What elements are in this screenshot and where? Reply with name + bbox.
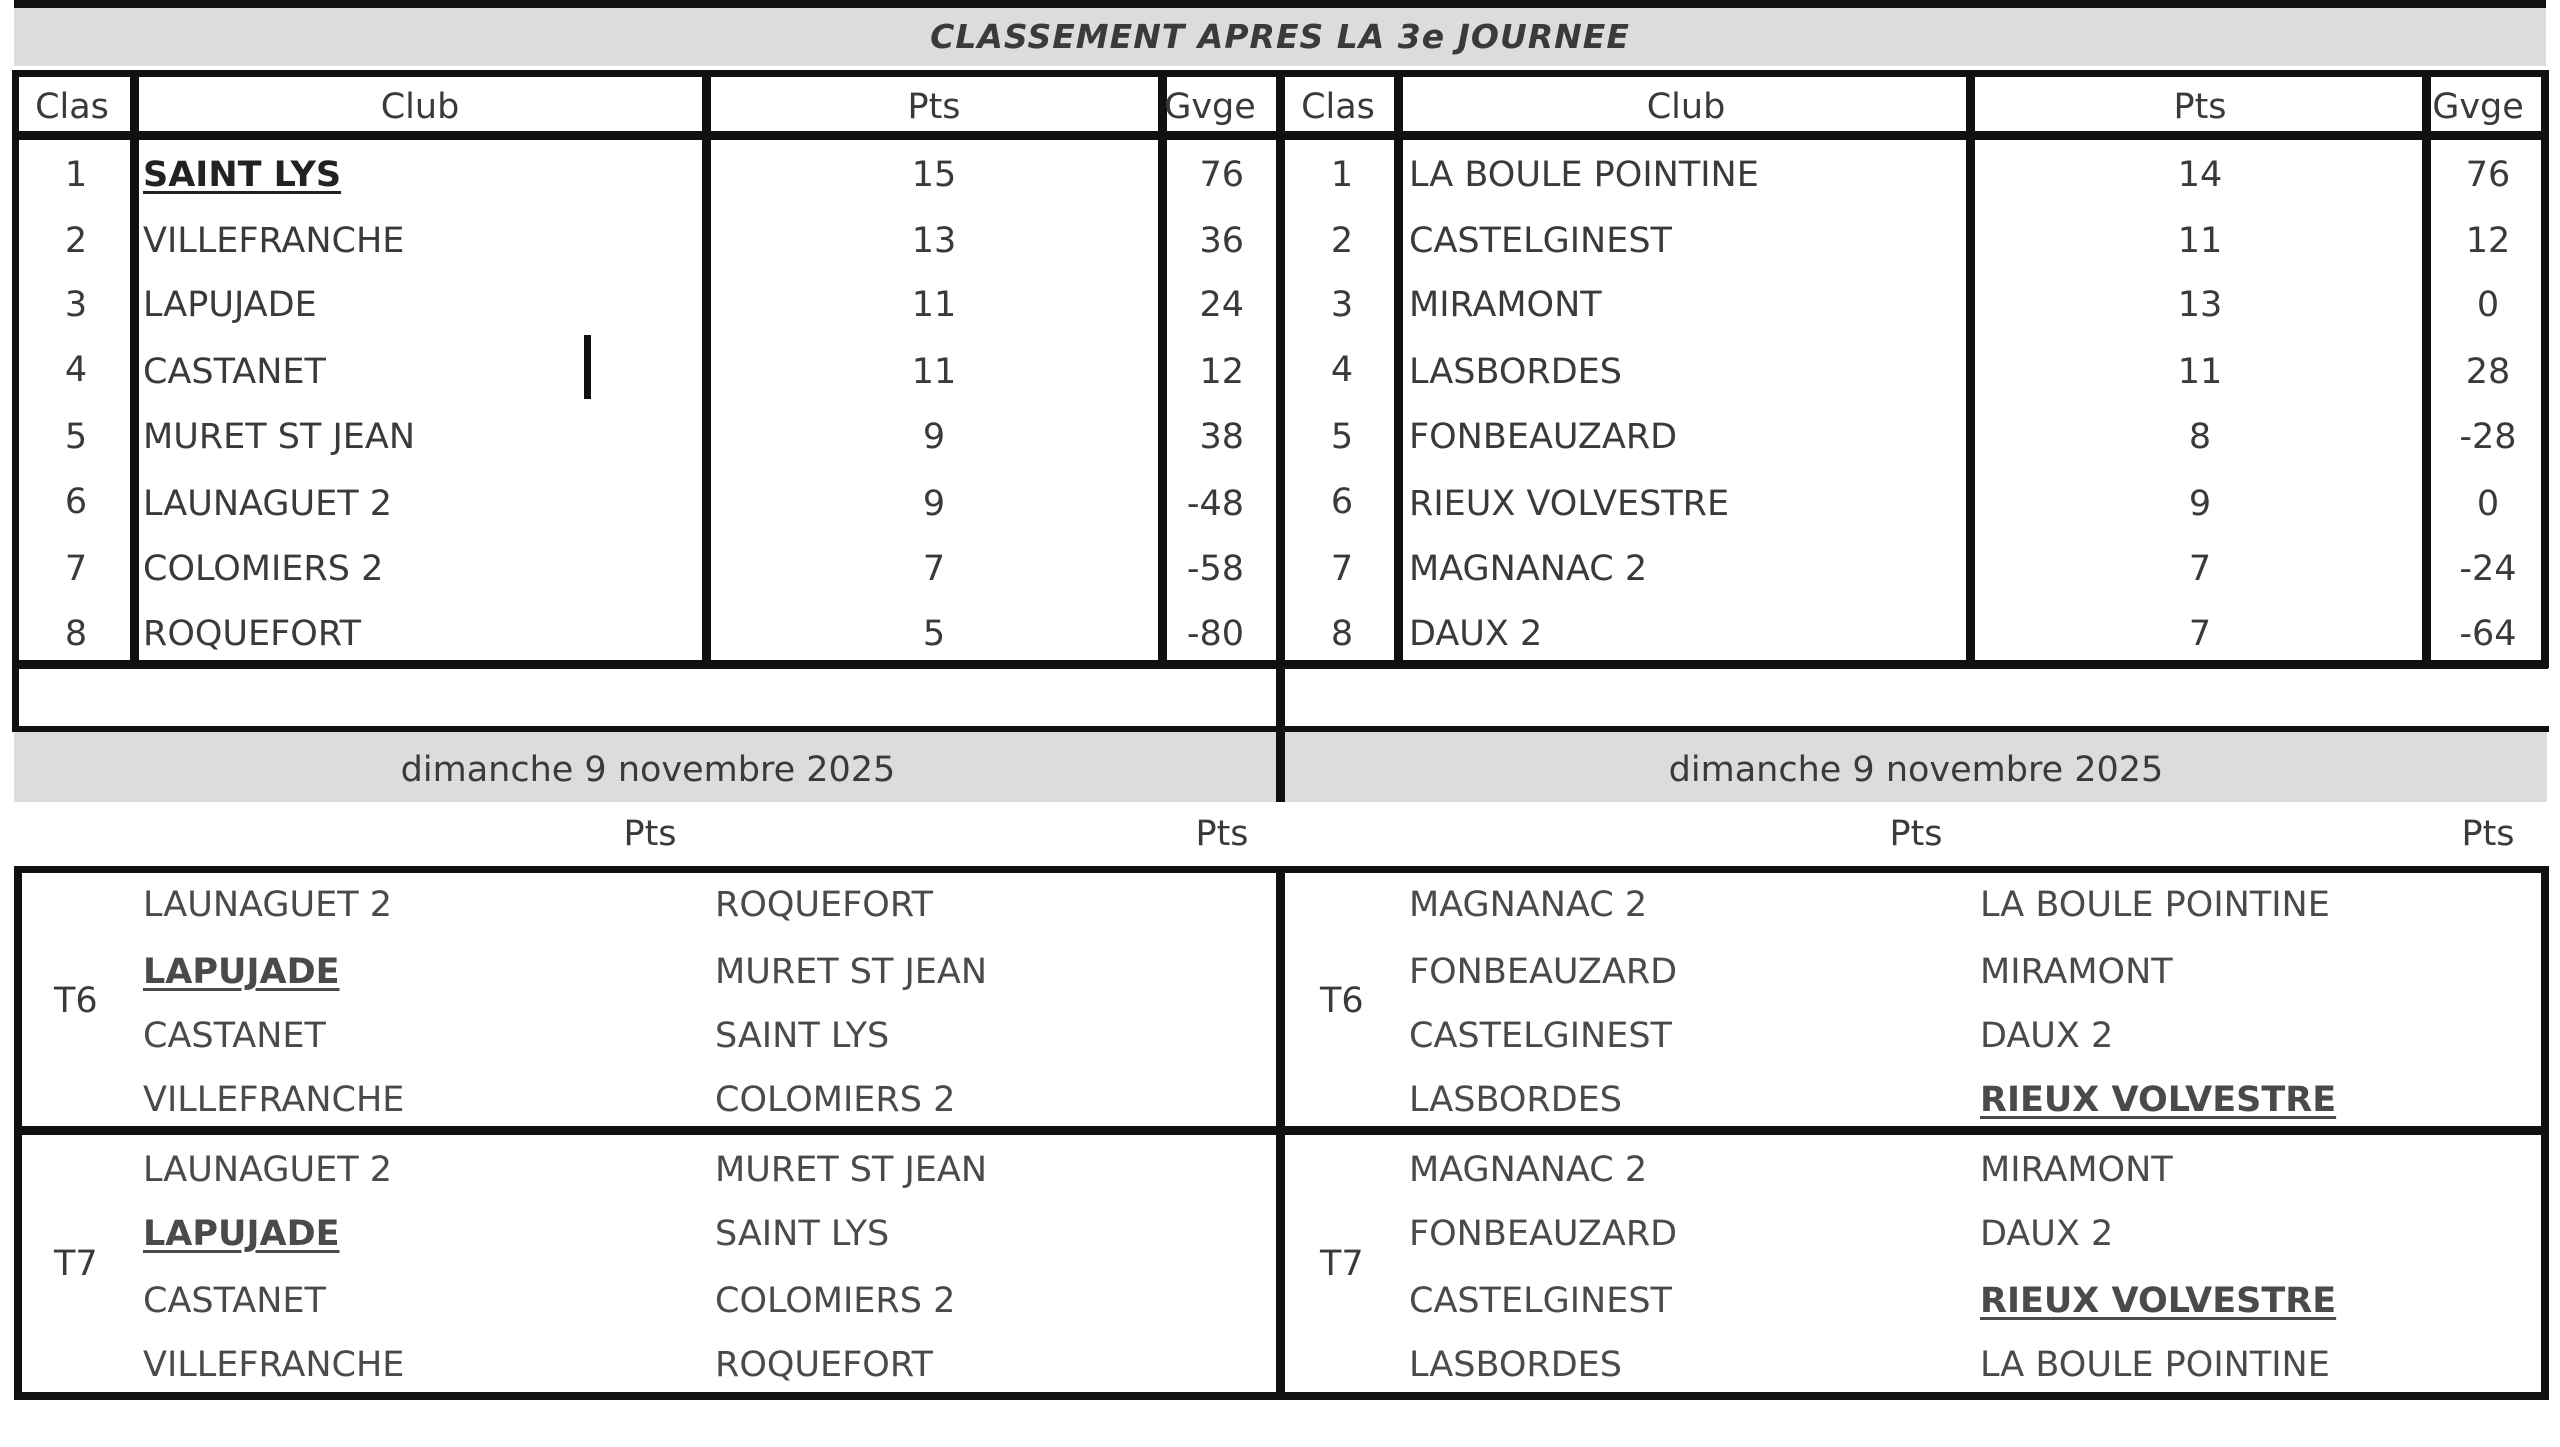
grid-line bbox=[12, 70, 19, 668]
gvge-cell: 12 bbox=[1199, 352, 1244, 392]
pts-cell: 11 bbox=[911, 285, 957, 325]
rank-cell: 3 bbox=[1330, 285, 1354, 325]
gvge-cell: 24 bbox=[1199, 285, 1244, 325]
club-cell: COLOMIERS 2 bbox=[143, 549, 384, 589]
rank-cell: 8 bbox=[64, 614, 88, 654]
date-left: dimanche 9 novembre 2025 bbox=[400, 750, 896, 790]
stray-mark bbox=[584, 335, 591, 399]
away-team: MIRAMONT bbox=[1980, 952, 2173, 992]
away-team: MURET ST JEAN bbox=[715, 1150, 988, 1190]
grid-line bbox=[1158, 70, 1167, 668]
rank-cell: 7 bbox=[1330, 549, 1354, 589]
header-clas-right: Clas bbox=[1301, 87, 1375, 127]
club-cell: DAUX 2 bbox=[1409, 614, 1543, 654]
away-team: RIEUX VOLVESTRE bbox=[1980, 1080, 2337, 1120]
rank-cell: 5 bbox=[64, 417, 88, 457]
rank-cell: 6 bbox=[1330, 482, 1354, 522]
header-gvge-left: Gvge bbox=[1164, 87, 1256, 127]
gvge-cell: 0 bbox=[2476, 285, 2500, 325]
pts-cell: 13 bbox=[2177, 285, 2223, 325]
rank-cell: 4 bbox=[1330, 350, 1354, 390]
pts-label: Pts bbox=[1195, 814, 1249, 854]
grid-line bbox=[1276, 866, 1285, 1400]
home-team: LAPUJADE bbox=[143, 952, 340, 992]
away-team: MURET ST JEAN bbox=[715, 952, 988, 992]
home-team: CASTELGINEST bbox=[1409, 1281, 1672, 1321]
date-right: dimanche 9 novembre 2025 bbox=[1668, 750, 2164, 790]
pts-cell: 7 bbox=[2188, 549, 2212, 589]
gvge-cell: 0 bbox=[2476, 484, 2500, 524]
header-club-right: Club bbox=[1646, 87, 1726, 127]
rank-cell: 4 bbox=[64, 350, 88, 390]
club-cell: ROQUEFORT bbox=[143, 614, 361, 654]
grid-line bbox=[1966, 70, 1975, 668]
round-label: T7 bbox=[1320, 1244, 1364, 1284]
round-label: T6 bbox=[1320, 981, 1364, 1021]
rank-cell: 7 bbox=[64, 549, 88, 589]
away-team: DAUX 2 bbox=[1980, 1016, 2114, 1056]
gvge-cell: 12 bbox=[2465, 221, 2511, 261]
grid-line bbox=[14, 866, 22, 1400]
rank-cell: 2 bbox=[64, 221, 88, 261]
club-cell: CASTANET bbox=[143, 352, 326, 392]
home-team: CASTANET bbox=[143, 1016, 326, 1056]
pts-label: Pts bbox=[623, 814, 677, 854]
pts-cell: 13 bbox=[911, 221, 957, 261]
header-club-left: Club bbox=[380, 87, 460, 127]
rank-cell: 1 bbox=[64, 155, 88, 195]
rank-cell: 3 bbox=[64, 285, 88, 325]
pts-label: Pts bbox=[2461, 814, 2515, 854]
gvge-cell: -48 bbox=[1186, 484, 1244, 524]
pts-cell: 8 bbox=[2188, 417, 2212, 457]
pts-cell: 9 bbox=[922, 484, 946, 524]
away-team: ROQUEFORT bbox=[715, 885, 933, 925]
gvge-cell: 76 bbox=[1199, 155, 1244, 195]
grid-line bbox=[2422, 70, 2431, 668]
rank-cell: 2 bbox=[1330, 221, 1354, 261]
rank-cell: 1 bbox=[1330, 155, 1354, 195]
home-team: MAGNANAC 2 bbox=[1409, 1150, 1648, 1190]
club-cell: LAPUJADE bbox=[143, 285, 317, 325]
round-label: T6 bbox=[54, 981, 98, 1021]
gvge-cell: -24 bbox=[2459, 549, 2517, 589]
gvge-cell: 36 bbox=[1199, 221, 1244, 261]
pts-cell: 11 bbox=[2177, 352, 2223, 392]
rank-cell: 5 bbox=[1330, 417, 1354, 457]
club-cell: MIRAMONT bbox=[1409, 285, 1602, 325]
club-cell: FONBEAUZARD bbox=[1409, 417, 1678, 457]
page-title: CLASSEMENT APRES LA 3e JOURNEE bbox=[930, 17, 1630, 56]
rank-cell: 8 bbox=[1330, 614, 1354, 654]
gvge-cell: -28 bbox=[2459, 417, 2517, 457]
header-pts-left: Pts bbox=[907, 87, 961, 127]
away-team: LA BOULE POINTINE bbox=[1980, 1345, 2330, 1385]
header-pts-right: Pts bbox=[2173, 87, 2227, 127]
away-team: LA BOULE POINTINE bbox=[1980, 885, 2330, 925]
club-cell: VILLEFRANCHE bbox=[143, 221, 405, 261]
grid-line bbox=[2541, 70, 2549, 668]
pts-cell: 11 bbox=[2177, 221, 2223, 261]
pts-cell: 14 bbox=[2177, 155, 2223, 195]
header-gvge-right: Gvge bbox=[2432, 87, 2524, 127]
club-cell: CASTELGINEST bbox=[1409, 221, 1672, 261]
gvge-cell: 76 bbox=[2465, 155, 2511, 195]
away-team: SAINT LYS bbox=[715, 1016, 890, 1056]
gvge-cell: 38 bbox=[1199, 417, 1244, 457]
grid-line bbox=[1276, 70, 1285, 668]
club-cell: LA BOULE POINTINE bbox=[1409, 155, 1759, 195]
home-team: LASBORDES bbox=[1409, 1345, 1623, 1385]
pts-cell: 11 bbox=[911, 352, 957, 392]
home-team: FONBEAUZARD bbox=[1409, 1214, 1678, 1254]
pts-label: Pts bbox=[1889, 814, 1943, 854]
top-border bbox=[14, 0, 2546, 8]
away-team: RIEUX VOLVESTRE bbox=[1980, 1281, 2337, 1321]
pts-cell: 7 bbox=[922, 549, 946, 589]
gvge-cell: -58 bbox=[1186, 549, 1244, 589]
home-team: MAGNANAC 2 bbox=[1409, 885, 1648, 925]
grid-line bbox=[12, 668, 19, 730]
away-team: COLOMIERS 2 bbox=[715, 1080, 956, 1120]
home-team: LASBORDES bbox=[1409, 1080, 1623, 1120]
grid-line bbox=[2541, 866, 2549, 1400]
pts-cell: 5 bbox=[922, 614, 946, 654]
header-clas-left: Clas bbox=[35, 87, 109, 127]
pts-cell: 15 bbox=[911, 155, 957, 195]
away-team: MIRAMONT bbox=[1980, 1150, 2173, 1190]
club-cell: RIEUX VOLVESTRE bbox=[1409, 484, 1730, 524]
away-team: ROQUEFORT bbox=[715, 1345, 933, 1385]
home-team: LAUNAGUET 2 bbox=[143, 885, 392, 925]
grid-line bbox=[1276, 668, 1285, 802]
home-team: LAUNAGUET 2 bbox=[143, 1150, 392, 1190]
gvge-cell: -80 bbox=[1186, 614, 1244, 654]
club-cell: LAUNAGUET 2 bbox=[143, 484, 392, 524]
home-team: CASTELGINEST bbox=[1409, 1016, 1672, 1056]
pts-cell: 9 bbox=[922, 417, 946, 457]
grid-line bbox=[130, 70, 139, 668]
gvge-cell: -64 bbox=[2459, 614, 2517, 654]
home-team: FONBEAUZARD bbox=[1409, 952, 1678, 992]
pts-cell: 9 bbox=[2188, 484, 2212, 524]
away-team: SAINT LYS bbox=[715, 1214, 890, 1254]
club-cell: MAGNANAC 2 bbox=[1409, 549, 1648, 589]
gvge-cell: 28 bbox=[2465, 352, 2511, 392]
away-team: COLOMIERS 2 bbox=[715, 1281, 956, 1321]
home-team: VILLEFRANCHE bbox=[143, 1080, 405, 1120]
home-team: LAPUJADE bbox=[143, 1214, 340, 1254]
pts-cell: 7 bbox=[2188, 614, 2212, 654]
club-cell: LASBORDES bbox=[1409, 352, 1623, 392]
club-cell: SAINT LYS bbox=[143, 155, 342, 195]
grid-line bbox=[702, 70, 711, 668]
club-cell: MURET ST JEAN bbox=[143, 417, 416, 457]
home-team: VILLEFRANCHE bbox=[143, 1345, 405, 1385]
away-team: DAUX 2 bbox=[1980, 1214, 2114, 1254]
grid-line bbox=[1394, 70, 1403, 668]
rank-cell: 6 bbox=[64, 482, 88, 522]
round-label: T7 bbox=[54, 1244, 98, 1284]
home-team: CASTANET bbox=[143, 1281, 326, 1321]
